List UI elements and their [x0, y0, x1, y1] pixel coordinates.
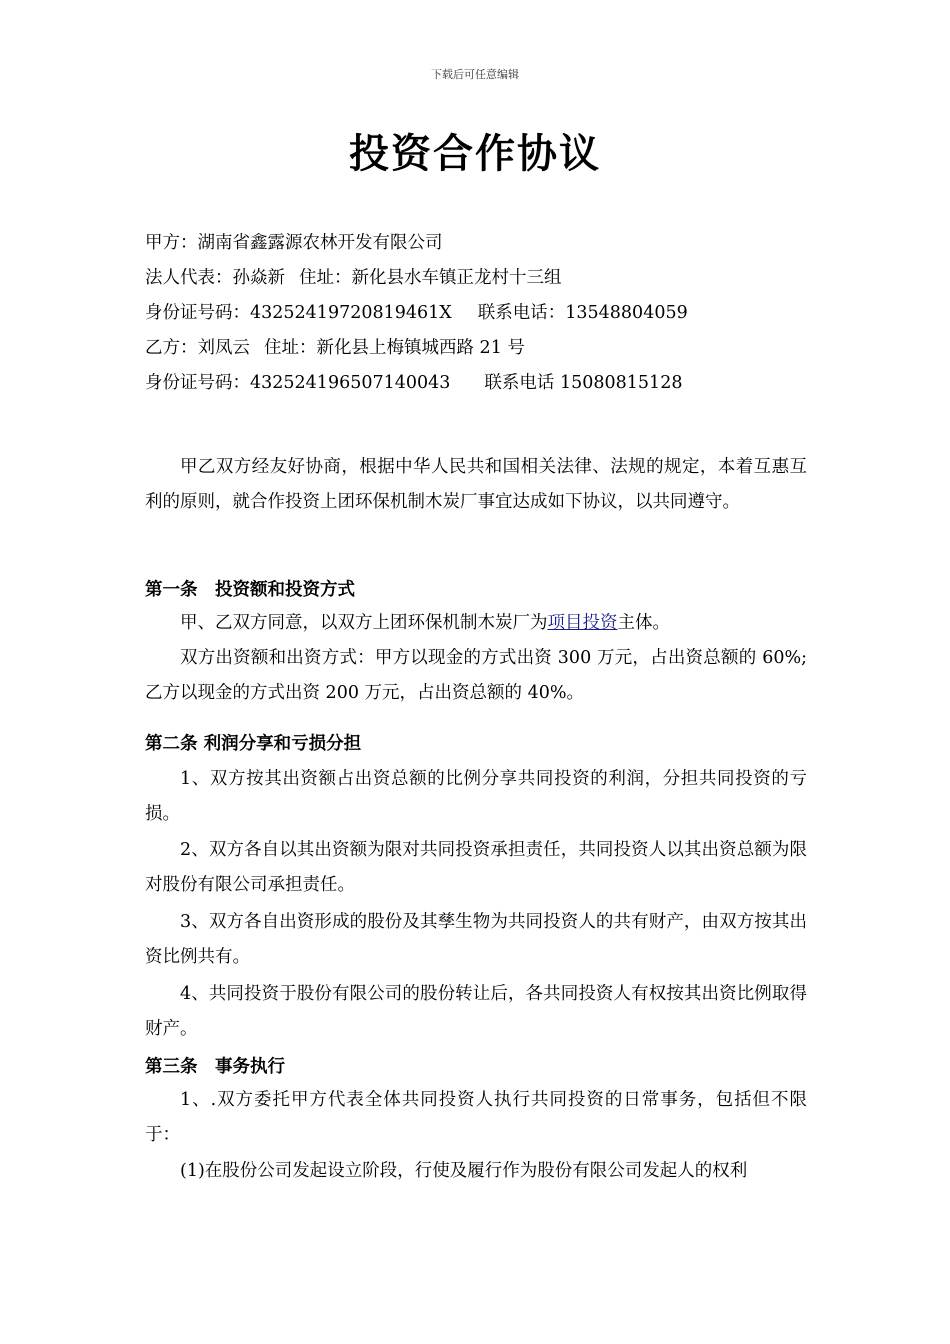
party-a-phone-label: 联系电话： — [477, 303, 566, 323]
party-b-label: 乙方： — [145, 338, 198, 358]
article-3-heading: 第三条 事务执行 — [145, 1057, 285, 1077]
legal-rep-name: 孙焱新 — [232, 268, 285, 288]
party-b-phone: 15080815128 — [559, 373, 683, 393]
legal-rep-address-label: 住址： — [299, 268, 352, 288]
party-a-name: 湖南省鑫露源农林开发有限公司 — [197, 233, 443, 253]
article-2-item-1: 1、双方按其出资额占出资总额的比例分享共同投资的利润，分担共同投资的亏损。 — [145, 769, 807, 824]
article-3-item-2: (1)在股份公司发起设立阶段，行使及履行作为股份有限公司发起人的权利 — [180, 1161, 748, 1181]
header-note: 下载后可任意编辑 — [431, 68, 519, 81]
party-a-line — [145, 231, 443, 255]
party-b-id-number: 432524196507140043 — [250, 373, 451, 393]
article-1-paragraph-2: 双方出资额和出资方式：甲方以现金的方式出资 300 万元，占出资总额的 60%;乙方以现金的方式出资 200 万元，占出资总额的 40%。 — [145, 648, 807, 703]
party-b-id-line — [145, 371, 682, 395]
party-b-line — [145, 336, 525, 360]
article-3-item-1: 1、.双方委托甲方代表全体共同投资人执行共同投资的日常事务，包括但不限于： — [145, 1090, 807, 1145]
project-investment-link[interactable]: 项目投资 — [547, 613, 618, 633]
document-title: 投资合作协议 — [349, 130, 601, 177]
party-a-id-label: 身份证号码： — [145, 303, 250, 323]
party-a-id-number: 43252419720819461X — [250, 303, 452, 323]
article-2-item-3: 3、双方各自出资形成的股份及其孳生物为共同投资人的共有财产，由双方按其出资比例共有。 — [145, 912, 807, 967]
intro-paragraph: 甲乙双方经友好协商，根据中华人民共和国相关法律、法规的规定，本着互惠互利的原则，就合作投资上团环保机制木炭厂事宜达成如下协议，以共同遵守。 — [145, 457, 807, 512]
article-1-p1-pre: 甲、乙双方同意，以双方上团环保机制木炭厂为 — [180, 613, 548, 633]
party-b-address: 新化县上梅镇城西路 21 号 — [316, 338, 525, 358]
party-b-name: 刘凤云 — [197, 338, 250, 358]
legal-rep-address: 新化县水车镇正龙村十三组 — [351, 268, 562, 288]
article-2-heading: 第二条 利润分享和亏损分担 — [145, 734, 362, 754]
article-1-p1-post: 主体。 — [617, 613, 670, 633]
party-a-label: 甲方： — [145, 233, 198, 253]
party-a-phone: 13548804059 — [565, 303, 688, 323]
article-1-heading: 第一条 投资额和投资方式 — [145, 580, 355, 600]
party-b-id-label: 身份证号码： — [145, 373, 250, 393]
party-b-address-label: 住址： — [264, 338, 317, 358]
legal-rep-line — [145, 266, 562, 290]
party-a-id-line — [145, 301, 688, 325]
party-b-phone-label: 联系电话 — [484, 373, 560, 393]
article-2-item-2: 2、双方各自以其出资额为限对共同投资承担责任，共同投资人以其出资总额为限对股份有限公司承担责任。 — [145, 840, 807, 895]
article-2-item-4: 4、共同投资于股份有限公司的股份转让后，各共同投资人有权按其出资比例取得财产。 — [145, 984, 807, 1039]
article-1-paragraph-1 — [145, 606, 807, 641]
legal-rep-label: 法人代表： — [145, 268, 233, 288]
